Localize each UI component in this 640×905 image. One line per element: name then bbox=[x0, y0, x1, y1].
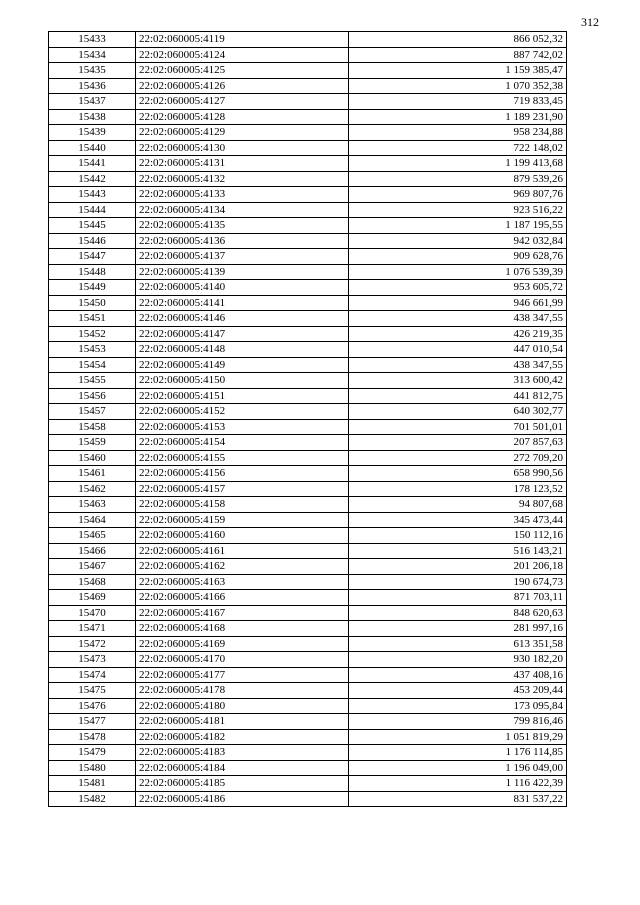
cadastral-value-cell: 173 095,84 bbox=[349, 698, 567, 714]
cadastral-number-cell: 22:02:060005:4147 bbox=[136, 326, 349, 342]
row-number-cell: 15463 bbox=[49, 497, 136, 513]
cadastral-value-cell: 272 709,20 bbox=[349, 450, 567, 466]
row-number-cell: 15459 bbox=[49, 435, 136, 451]
cadastral-value-cell: 969 807,76 bbox=[349, 187, 567, 203]
table-row bbox=[49, 233, 567, 249]
cadastral-value-cell: 958 234,88 bbox=[349, 125, 567, 141]
cadastral-value-cell: 909 628,76 bbox=[349, 249, 567, 265]
row-number-cell: 15457 bbox=[49, 404, 136, 420]
row-number-cell: 15449 bbox=[49, 280, 136, 296]
cadastral-value-cell: 516 143,21 bbox=[349, 543, 567, 559]
table-row bbox=[49, 652, 567, 668]
cadastral-number-cell: 22:02:060005:4181 bbox=[136, 714, 349, 730]
table-row bbox=[49, 435, 567, 451]
cadastral-number-cell: 22:02:060005:4157 bbox=[136, 481, 349, 497]
cadastral-value-cell: 207 857,63 bbox=[349, 435, 567, 451]
row-number-cell: 15447 bbox=[49, 249, 136, 265]
cadastral-value-cell: 441 812,75 bbox=[349, 388, 567, 404]
table-row bbox=[49, 218, 567, 234]
table-row bbox=[49, 342, 567, 358]
cadastral-value-cell: 1 051 819,29 bbox=[349, 729, 567, 745]
cadastral-value-cell: 719 833,45 bbox=[349, 94, 567, 110]
cadastral-number-cell: 22:02:060005:4132 bbox=[136, 171, 349, 187]
row-number-cell: 15439 bbox=[49, 125, 136, 141]
cadastral-value-cell: 190 674,73 bbox=[349, 574, 567, 590]
row-number-cell: 15455 bbox=[49, 373, 136, 389]
table-row bbox=[49, 543, 567, 559]
cadastral-value-cell: 831 537,22 bbox=[349, 791, 567, 807]
cadastral-number-cell: 22:02:060005:4177 bbox=[136, 667, 349, 683]
table-row bbox=[49, 466, 567, 482]
cadastral-number-cell: 22:02:060005:4162 bbox=[136, 559, 349, 575]
row-number-cell: 15450 bbox=[49, 295, 136, 311]
table-row bbox=[49, 94, 567, 110]
cadastral-number-cell: 22:02:060005:4153 bbox=[136, 419, 349, 435]
cadastral-number-cell: 22:02:060005:4161 bbox=[136, 543, 349, 559]
table-row bbox=[49, 729, 567, 745]
cadastral-number-cell: 22:02:060005:4131 bbox=[136, 156, 349, 172]
cadastral-value-cell: 94 807,68 bbox=[349, 497, 567, 513]
table-row bbox=[49, 63, 567, 79]
table-row bbox=[49, 559, 567, 575]
table-row bbox=[49, 373, 567, 389]
page-number: 312 bbox=[581, 15, 599, 29]
cadastral-number-cell: 22:02:060005:4151 bbox=[136, 388, 349, 404]
cadastral-value-cell: 150 112,16 bbox=[349, 528, 567, 544]
cadastral-number-cell: 22:02:060005:4178 bbox=[136, 683, 349, 699]
cadastral-value-cell: 438 347,55 bbox=[349, 311, 567, 327]
cadastral-number-cell: 22:02:060005:4124 bbox=[136, 47, 349, 63]
cadastral-number-cell: 22:02:060005:4185 bbox=[136, 776, 349, 792]
cadastral-number-cell: 22:02:060005:4170 bbox=[136, 652, 349, 668]
cadastral-value-cell: 1 187 195,55 bbox=[349, 218, 567, 234]
row-number-cell: 15476 bbox=[49, 698, 136, 714]
row-number-cell: 15478 bbox=[49, 729, 136, 745]
table-row bbox=[49, 636, 567, 652]
row-number-cell: 15468 bbox=[49, 574, 136, 590]
table-row bbox=[49, 280, 567, 296]
cadastral-value-cell: 1 196 049,00 bbox=[349, 760, 567, 776]
table-row bbox=[49, 388, 567, 404]
table-row bbox=[49, 264, 567, 280]
cadastral-number-cell: 22:02:060005:4152 bbox=[136, 404, 349, 420]
row-number-cell: 15480 bbox=[49, 760, 136, 776]
cadastral-value-cell: 923 516,22 bbox=[349, 202, 567, 218]
row-number-cell: 15464 bbox=[49, 512, 136, 528]
cadastral-number-cell: 22:02:060005:4140 bbox=[136, 280, 349, 296]
row-number-cell: 15473 bbox=[49, 652, 136, 668]
row-number-cell: 15451 bbox=[49, 311, 136, 327]
row-number-cell: 15441 bbox=[49, 156, 136, 172]
row-number-cell: 15466 bbox=[49, 543, 136, 559]
row-number-cell: 15436 bbox=[49, 78, 136, 94]
row-number-cell: 15461 bbox=[49, 466, 136, 482]
table-row bbox=[49, 78, 567, 94]
table-row bbox=[49, 667, 567, 683]
cadastral-value-cell: 848 620,63 bbox=[349, 605, 567, 621]
row-number-cell: 15448 bbox=[49, 264, 136, 280]
row-number-cell: 15434 bbox=[49, 47, 136, 63]
table-row bbox=[49, 450, 567, 466]
row-number-cell: 15477 bbox=[49, 714, 136, 730]
cadastral-value-cell: 946 661,99 bbox=[349, 295, 567, 311]
row-number-cell: 15443 bbox=[49, 187, 136, 203]
table-row bbox=[49, 249, 567, 265]
cadastral-number-cell: 22:02:060005:4148 bbox=[136, 342, 349, 358]
cadastral-number-cell: 22:02:060005:4156 bbox=[136, 466, 349, 482]
table-row bbox=[49, 295, 567, 311]
table-row bbox=[49, 745, 567, 761]
row-number-cell: 15444 bbox=[49, 202, 136, 218]
cadastral-value-cell: 1 070 352,38 bbox=[349, 78, 567, 94]
table-row bbox=[49, 683, 567, 699]
table-row bbox=[49, 528, 567, 544]
table-row bbox=[49, 311, 567, 327]
row-number-cell: 15454 bbox=[49, 357, 136, 373]
table-row bbox=[49, 419, 567, 435]
cadastral-value-cell: 640 302,77 bbox=[349, 404, 567, 420]
cadastral-number-cell: 22:02:060005:4155 bbox=[136, 450, 349, 466]
table-row bbox=[49, 47, 567, 63]
table-row bbox=[49, 605, 567, 621]
cadastral-number-cell: 22:02:060005:4134 bbox=[136, 202, 349, 218]
cadastral-number-cell: 22:02:060005:4158 bbox=[136, 497, 349, 513]
row-number-cell: 15445 bbox=[49, 218, 136, 234]
row-number-cell: 15465 bbox=[49, 528, 136, 544]
cadastral-value-cell: 426 219,35 bbox=[349, 326, 567, 342]
row-number-cell: 15470 bbox=[49, 605, 136, 621]
table-row bbox=[49, 574, 567, 590]
cadastral-value-cell: 658 990,56 bbox=[349, 466, 567, 482]
cadastral-value-cell: 1 159 385,47 bbox=[349, 63, 567, 79]
row-number-cell: 15453 bbox=[49, 342, 136, 358]
table-row bbox=[49, 109, 567, 125]
cadastral-value-cell: 178 123,52 bbox=[349, 481, 567, 497]
cadastral-number-cell: 22:02:060005:4160 bbox=[136, 528, 349, 544]
cadastral-value-cell: 942 032,84 bbox=[349, 233, 567, 249]
cadastral-value-cell: 281 997,16 bbox=[349, 621, 567, 637]
row-number-cell: 15433 bbox=[49, 32, 136, 48]
cadastral-number-cell: 22:02:060005:4136 bbox=[136, 233, 349, 249]
cadastral-number-cell: 22:02:060005:4150 bbox=[136, 373, 349, 389]
cadastral-number-cell: 22:02:060005:4130 bbox=[136, 140, 349, 156]
cadastral-value-cell: 722 148,02 bbox=[349, 140, 567, 156]
cadastral-number-cell: 22:02:060005:4137 bbox=[136, 249, 349, 265]
cadastral-number-cell: 22:02:060005:4186 bbox=[136, 791, 349, 807]
cadastral-value-cell: 953 605,72 bbox=[349, 280, 567, 296]
cadastral-value-cell: 1 189 231,90 bbox=[349, 109, 567, 125]
cadastral-number-cell: 22:02:060005:4135 bbox=[136, 218, 349, 234]
cadastral-value-table bbox=[48, 31, 567, 807]
cadastral-number-cell: 22:02:060005:4184 bbox=[136, 760, 349, 776]
cadastral-value-cell: 438 347,55 bbox=[349, 357, 567, 373]
table-row bbox=[49, 156, 567, 172]
table-row bbox=[49, 32, 567, 48]
table-row bbox=[49, 760, 567, 776]
cadastral-value-cell: 345 473,44 bbox=[349, 512, 567, 528]
cadastral-number-cell: 22:02:060005:4169 bbox=[136, 636, 349, 652]
cadastral-number-cell: 22:02:060005:4139 bbox=[136, 264, 349, 280]
cadastral-number-cell: 22:02:060005:4154 bbox=[136, 435, 349, 451]
cadastral-value-cell: 313 600,42 bbox=[349, 373, 567, 389]
cadastral-value-cell: 871 703,11 bbox=[349, 590, 567, 606]
cadastral-number-cell: 22:02:060005:4183 bbox=[136, 745, 349, 761]
row-number-cell: 15471 bbox=[49, 621, 136, 637]
row-number-cell: 15435 bbox=[49, 63, 136, 79]
table-row bbox=[49, 140, 567, 156]
cadastral-number-cell: 22:02:060005:4129 bbox=[136, 125, 349, 141]
table-row bbox=[49, 404, 567, 420]
cadastral-number-cell: 22:02:060005:4163 bbox=[136, 574, 349, 590]
row-number-cell: 15456 bbox=[49, 388, 136, 404]
row-number-cell: 15442 bbox=[49, 171, 136, 187]
cadastral-value-cell: 879 539,26 bbox=[349, 171, 567, 187]
cadastral-value-cell: 866 052,32 bbox=[349, 32, 567, 48]
cadastral-value-cell: 701 501,01 bbox=[349, 419, 567, 435]
cadastral-number-cell: 22:02:060005:4146 bbox=[136, 311, 349, 327]
table-row bbox=[49, 776, 567, 792]
row-number-cell: 15440 bbox=[49, 140, 136, 156]
row-number-cell: 15479 bbox=[49, 745, 136, 761]
cadastral-value-cell: 1 116 422,39 bbox=[349, 776, 567, 792]
cadastral-value-cell: 613 351,58 bbox=[349, 636, 567, 652]
table-row bbox=[49, 512, 567, 528]
table-row bbox=[49, 791, 567, 807]
cadastral-value-cell: 887 742,02 bbox=[349, 47, 567, 63]
table-row bbox=[49, 171, 567, 187]
cadastral-number-cell: 22:02:060005:4180 bbox=[136, 698, 349, 714]
table-row bbox=[49, 202, 567, 218]
cadastral-value-cell: 1 199 413,68 bbox=[349, 156, 567, 172]
row-number-cell: 15462 bbox=[49, 481, 136, 497]
table-body bbox=[49, 32, 567, 807]
row-number-cell: 15474 bbox=[49, 667, 136, 683]
cadastral-number-cell: 22:02:060005:4127 bbox=[136, 94, 349, 110]
cadastral-value-cell: 453 209,44 bbox=[349, 683, 567, 699]
cadastral-value-cell: 437 408,16 bbox=[349, 667, 567, 683]
table-row bbox=[49, 621, 567, 637]
row-number-cell: 15458 bbox=[49, 419, 136, 435]
table-row bbox=[49, 481, 567, 497]
cadastral-value-cell: 447 010,54 bbox=[349, 342, 567, 358]
cadastral-number-cell: 22:02:060005:4133 bbox=[136, 187, 349, 203]
table-row bbox=[49, 125, 567, 141]
row-number-cell: 15467 bbox=[49, 559, 136, 575]
cadastral-value-cell: 799 816,46 bbox=[349, 714, 567, 730]
table-row bbox=[49, 497, 567, 513]
cadastral-number-cell: 22:02:060005:4125 bbox=[136, 63, 349, 79]
table-row bbox=[49, 590, 567, 606]
cadastral-number-cell: 22:02:060005:4166 bbox=[136, 590, 349, 606]
row-number-cell: 15472 bbox=[49, 636, 136, 652]
row-number-cell: 15438 bbox=[49, 109, 136, 125]
cadastral-value-cell: 201 206,18 bbox=[349, 559, 567, 575]
cadastral-value-cell: 1 076 539,39 bbox=[349, 264, 567, 280]
cadastral-value-cell: 1 176 114,85 bbox=[349, 745, 567, 761]
row-number-cell: 15481 bbox=[49, 776, 136, 792]
row-number-cell: 15437 bbox=[49, 94, 136, 110]
row-number-cell: 15475 bbox=[49, 683, 136, 699]
cadastral-number-cell: 22:02:060005:4167 bbox=[136, 605, 349, 621]
row-number-cell: 15460 bbox=[49, 450, 136, 466]
table-row bbox=[49, 357, 567, 373]
cadastral-number-cell: 22:02:060005:4128 bbox=[136, 109, 349, 125]
table-row bbox=[49, 698, 567, 714]
table-row bbox=[49, 326, 567, 342]
row-number-cell: 15446 bbox=[49, 233, 136, 249]
row-number-cell: 15452 bbox=[49, 326, 136, 342]
cadastral-number-cell: 22:02:060005:4168 bbox=[136, 621, 349, 637]
cadastral-number-cell: 22:02:060005:4159 bbox=[136, 512, 349, 528]
row-number-cell: 15469 bbox=[49, 590, 136, 606]
table-row bbox=[49, 714, 567, 730]
table-row bbox=[49, 187, 567, 203]
cadastral-number-cell: 22:02:060005:4126 bbox=[136, 78, 349, 94]
cadastral-number-cell: 22:02:060005:4149 bbox=[136, 357, 349, 373]
row-number-cell: 15482 bbox=[49, 791, 136, 807]
cadastral-number-cell: 22:02:060005:4119 bbox=[136, 32, 349, 48]
cadastral-number-cell: 22:02:060005:4182 bbox=[136, 729, 349, 745]
cadastral-number-cell: 22:02:060005:4141 bbox=[136, 295, 349, 311]
cadastral-value-cell: 930 182,20 bbox=[349, 652, 567, 668]
